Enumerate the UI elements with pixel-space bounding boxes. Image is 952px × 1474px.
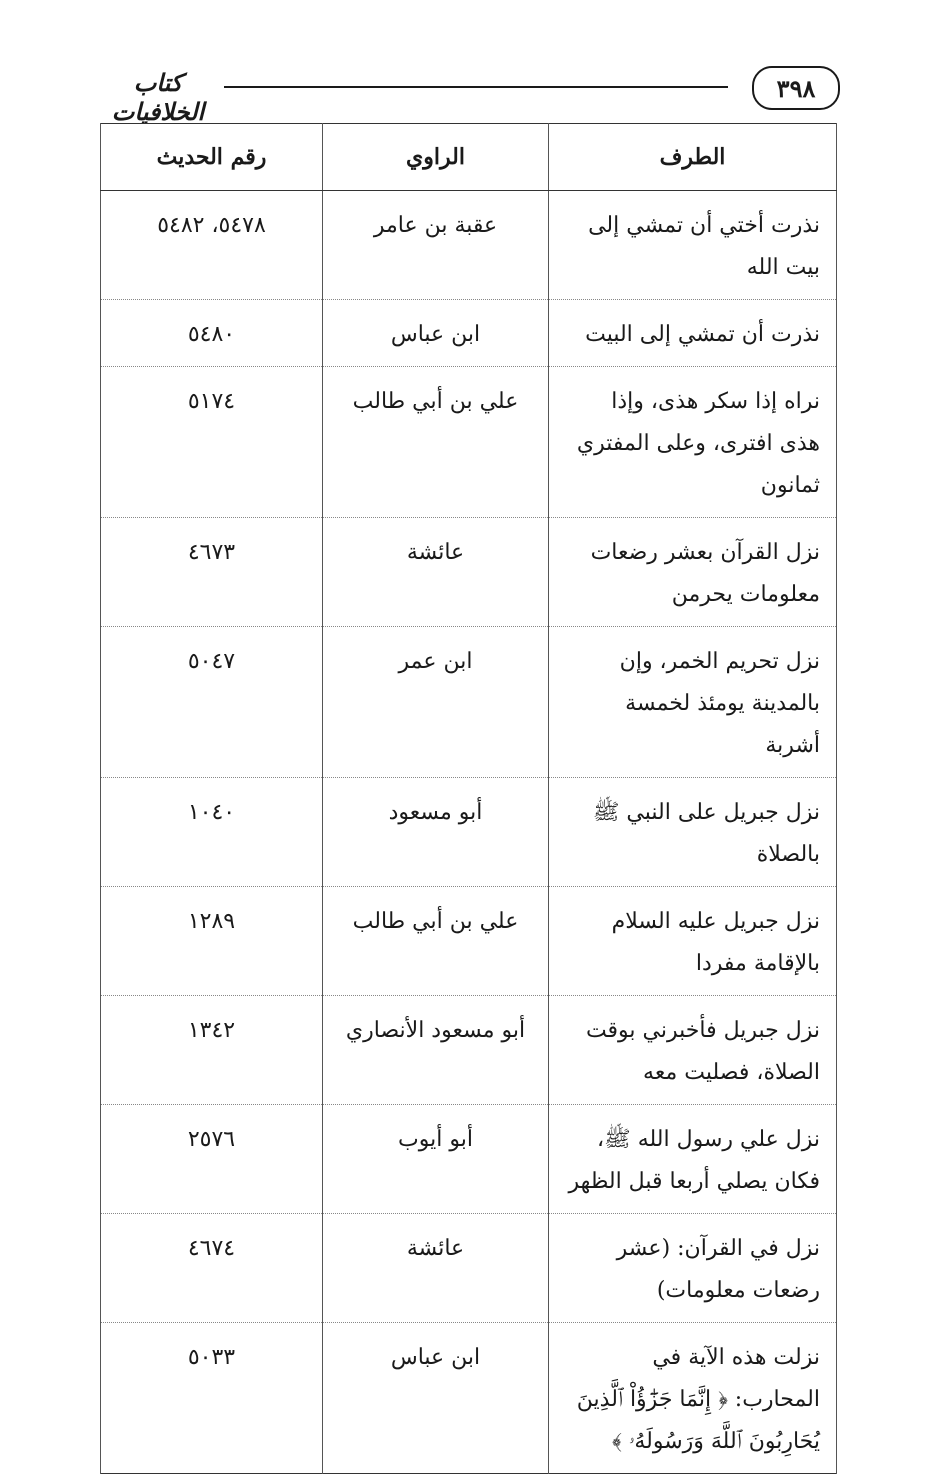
cell-rawi: أبو أيوب (323, 1105, 549, 1214)
cell-number: ٥٤٧٨، ٥٤٨٢ (101, 191, 323, 300)
cell-rawi: ابن عباس (323, 300, 549, 367)
cell-taraf: نذرت أختي أن تمشي إلى بيت الله (549, 191, 837, 300)
cell-rawi: علي بن أبي طالب (323, 887, 549, 996)
table-row (101, 1323, 837, 1474)
cell-number: ٤٦٧٤ (101, 1214, 323, 1323)
cell-taraf: نزل جبريل عليه السلام بالإقامة مفردا (549, 887, 837, 996)
header-rule (224, 86, 728, 88)
table-row (101, 996, 837, 1105)
table-row (101, 367, 837, 518)
cell-rawi: أبو مسعود (323, 778, 549, 887)
cell-rawi: عائشة (323, 1214, 549, 1323)
page-number-badge: ٣٩٨ (752, 66, 840, 110)
cell-taraf: نزل جبريل فأخبرني بوقت الصلاة، فصليت معه (549, 996, 837, 1105)
table-row (101, 887, 837, 996)
table-row (101, 1105, 837, 1214)
cell-number: ٥٤٨٠ (101, 300, 323, 367)
table-header-row (101, 124, 837, 191)
cell-rawi: ابن عمر (323, 627, 549, 778)
page-header (98, 66, 840, 126)
cell-rawi: عقبة بن عامر (323, 191, 549, 300)
cell-taraf: نزل جبريل على النبي ﷺ بالصلاة (549, 778, 837, 887)
cell-taraf: نذرت أن تمشي إلى البيت (549, 300, 837, 367)
cell-taraf: نزل في القرآن: (عشر رضعات معلومات) (549, 1214, 837, 1323)
hadith-index-table (100, 123, 837, 1474)
cell-taraf: نزل تحريم الخمر، وإن بالمدينة يومئذ لخمسة أشربة (549, 627, 837, 778)
cell-taraf: نزل علي رسول الله ﷺ، فكان يصلي أربعا قبل الظهر (549, 1105, 837, 1214)
cell-number: ٤٦٧٣ (101, 518, 323, 627)
cell-rawi: أبو مسعود الأنصاري (323, 996, 549, 1105)
cell-taraf: نراه إذا سكر هذى، وإذا هذى افترى، وعلى المفتري ثمانون (549, 367, 837, 518)
cell-number: ١٠٤٠ (101, 778, 323, 887)
cell-rawi: علي بن أبي طالب (323, 367, 549, 518)
table-row (101, 778, 837, 887)
cell-number: ٥٠٣٣ (101, 1323, 323, 1474)
cell-number: ٥٠٤٧ (101, 627, 323, 778)
cell-rawi: عائشة (323, 518, 549, 627)
cell-number: ١٢٨٩ (101, 887, 323, 996)
cell-number: ٢٥٧٦ (101, 1105, 323, 1214)
cell-taraf: نزل القرآن بعشر رضعات معلومات يحرمن (549, 518, 837, 627)
book-title: كتاب الخلافيات (111, 68, 205, 126)
cell-number: ١٣٤٢ (101, 996, 323, 1105)
table-row (101, 1214, 837, 1323)
cell-taraf: نزلت هذه الآية في المحارب: ﴿ إِنَّمَا جَزَٰٓؤُاْ ٱلَّذِينَ يُحَارِبُونَ ٱللَّهَ وَرَسُولَهُۥ ﴾ (549, 1323, 837, 1474)
table-row (101, 300, 837, 367)
cell-rawi: ابن عباس (323, 1323, 549, 1474)
column-header-taraf: الطرف (549, 124, 837, 191)
cell-number: ٥١٧٤ (101, 367, 323, 518)
table-row (101, 191, 837, 300)
table-row (101, 627, 837, 778)
table-row (101, 518, 837, 627)
column-header-number: رقم الحديث (101, 124, 323, 191)
column-header-rawi: الراوي (323, 124, 549, 191)
